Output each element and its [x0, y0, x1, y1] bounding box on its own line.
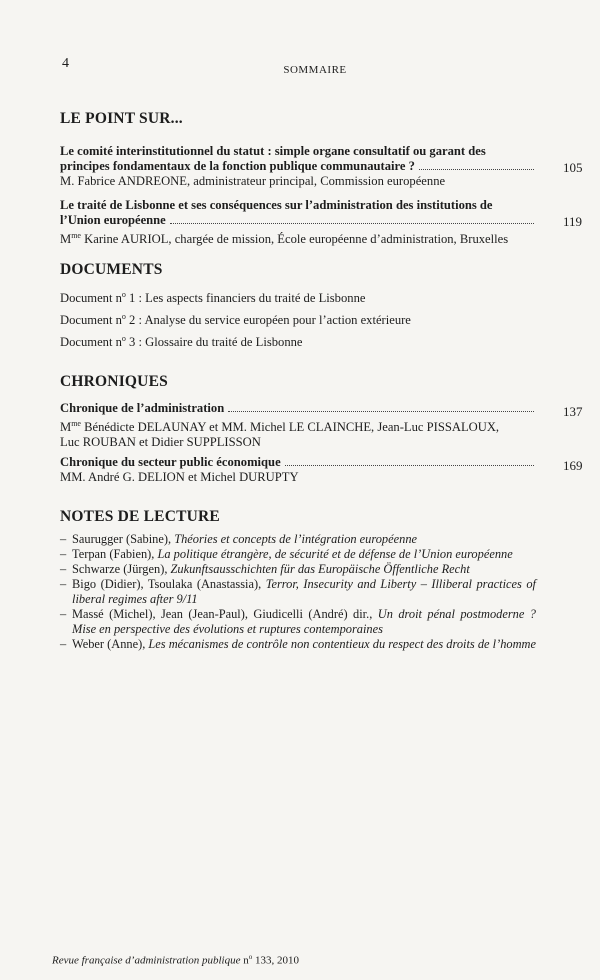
- document-item: [60, 312, 411, 328]
- document-sup: o: [121, 312, 126, 321]
- entry-title-leader: [60, 213, 536, 228]
- author-title: M: [60, 232, 72, 247]
- entry-title: Chronique du secteur public économique: [60, 455, 281, 469]
- list-item: – Bigo (Didier), Tsoulaka (Anastassia), Terror, Insecurity and Liberty – Illiberal practices of liberal regimes after 9/11: [60, 577, 536, 606]
- notes-list: [60, 532, 536, 652]
- section-title-chroniques: CHRONIQUES: [60, 373, 168, 390]
- author-name: Karine AURIOL, chargée de mission, École européenne d’administration, Bruxelles: [80, 232, 509, 247]
- document-title: 3 : Glossaire du traité de Lisbonne: [125, 335, 303, 350]
- toc-entry-comite: [60, 144, 536, 189]
- list-item: – Saurugger (Sabine), Théories et concepts de l’intégration européenne: [60, 532, 418, 546]
- note-work: Terror, Insecurity and Liberty – Illiberal practices of liberal regimes after 9/11: [72, 577, 536, 606]
- entry-title-line: l’Union européenne: [60, 213, 166, 227]
- dot-leader: [170, 222, 534, 224]
- section-title-point-sur: LE POINT SUR...: [60, 110, 183, 127]
- author-title-sup: me: [71, 419, 81, 428]
- note-work: Un droit pénal postmoderne ? Mise en perspective des évolutions et ruptures contemporaines: [72, 607, 537, 636]
- document-title: 2 : Analyse du service européen pour l’action extérieure: [125, 313, 411, 328]
- entry-page-number: 169: [563, 458, 583, 473]
- entry-author: [60, 416, 536, 435]
- entry-author: MM. André G. DELION et Michel DURUPTY: [60, 470, 299, 484]
- document-title: 1 : Les aspects financiers du traité de Lisbonne: [125, 291, 366, 306]
- footer-issue-number: 133, 2010: [252, 954, 299, 967]
- entry-page-number: 105: [563, 160, 583, 175]
- note-work: Les mécanismes de contrôle non contentieux du respect des droits de l’homme: [148, 637, 536, 651]
- toc-entry-chronique-eco: [60, 455, 536, 485]
- note-author: Bigo (Didier), Tsoulaka (Anastassia),: [72, 577, 266, 591]
- dot-leader: [419, 168, 534, 170]
- footer-issue: n: [240, 954, 249, 967]
- entry-title-line: Le traité de Lisbonne et ses conséquences sur l’administration des institutions de: [60, 198, 493, 212]
- section-title-documents: DOCUMENTS: [60, 261, 163, 278]
- footer-issue-sup: o: [248, 953, 253, 961]
- footer-journal: Revue française d’administration publique: [52, 954, 241, 967]
- running-title: SOMMAIRE: [283, 64, 347, 76]
- author-title-sup: me: [71, 231, 81, 240]
- dot-leader: [285, 464, 534, 466]
- list-item: – Schwarze (Jürgen), Zukunftsausschichten für das Europäische Öffentliche Recht: [60, 562, 470, 576]
- note-author: Schwarze (Jürgen),: [72, 562, 171, 576]
- entry-page-number: 119: [563, 214, 583, 229]
- note-work: Zukunftsausschichten für das Europäische Öffentliche Recht: [170, 562, 470, 576]
- entry-title: Chronique de l’administration: [60, 401, 225, 415]
- document-label: Document n: [60, 313, 122, 328]
- author-names: Bénédicte DELAUNAY et MM. Michel LE CLAINCHE, Jean-Luc PISSALOUX,: [80, 420, 500, 435]
- document-sup: o: [121, 290, 126, 299]
- list-item: – Massé (Michel), Jean (Jean-Paul), Giudicelli (André) dir., Un droit pénal postmoderne ? Mise en perspective des évolutions et ruptures contemporaines: [60, 607, 537, 636]
- note-author: Terpan (Fabien),: [72, 547, 158, 561]
- document-label: Document n: [60, 291, 122, 306]
- page-footer: [52, 953, 299, 967]
- entry-title-line: Le comité interinstitutionnel du statut : simple organe consultatif ou garant des: [60, 144, 486, 158]
- entry-title-leader: [60, 159, 536, 174]
- note-work: Théories et concepts de l’intégration européenne: [174, 532, 418, 546]
- entry-title-leader: [60, 401, 536, 416]
- dot-leader: [228, 410, 534, 412]
- entry-title-leader: [60, 455, 536, 470]
- note-work: La politique étrangère, de sécurité et de défense de l’Union européenne: [157, 547, 513, 561]
- note-author: Massé (Michel), Jean (Jean-Paul), Giudicelli (André) dir.,: [72, 607, 378, 621]
- toc-entry-chronique-admin: [60, 401, 536, 450]
- list-item: – Terpan (Fabien), La politique étrangère, de sécurité et de défense de l’Union européenne: [60, 547, 513, 561]
- page-number: 4: [62, 56, 69, 71]
- note-author: Weber (Anne),: [72, 637, 149, 651]
- section-title-notes: NOTES DE LECTURE: [60, 508, 220, 525]
- document-item: [60, 334, 303, 350]
- entry-page-number: 137: [563, 404, 583, 419]
- entry-author-cont: Luc ROUBAN et Didier SUPPLISSON: [60, 435, 261, 450]
- list-item: – Weber (Anne), Les mécanismes de contrôle non contentieux du respect des droits de l’homme: [60, 637, 536, 651]
- entry-author: [60, 228, 536, 247]
- document-item: [60, 290, 365, 306]
- entry-author: M. Fabrice ANDREONE, administrateur principal, Commission européenne: [60, 174, 446, 188]
- document-label: Document n: [60, 335, 122, 350]
- document-sup: o: [121, 334, 126, 343]
- author-title: M: [60, 420, 72, 435]
- note-author: Saurugger (Sabine),: [72, 532, 175, 546]
- toc-entry-lisbonne: [60, 198, 536, 247]
- entry-title-line: principes fondamentaux de la fonction publique communautaire ?: [60, 159, 415, 173]
